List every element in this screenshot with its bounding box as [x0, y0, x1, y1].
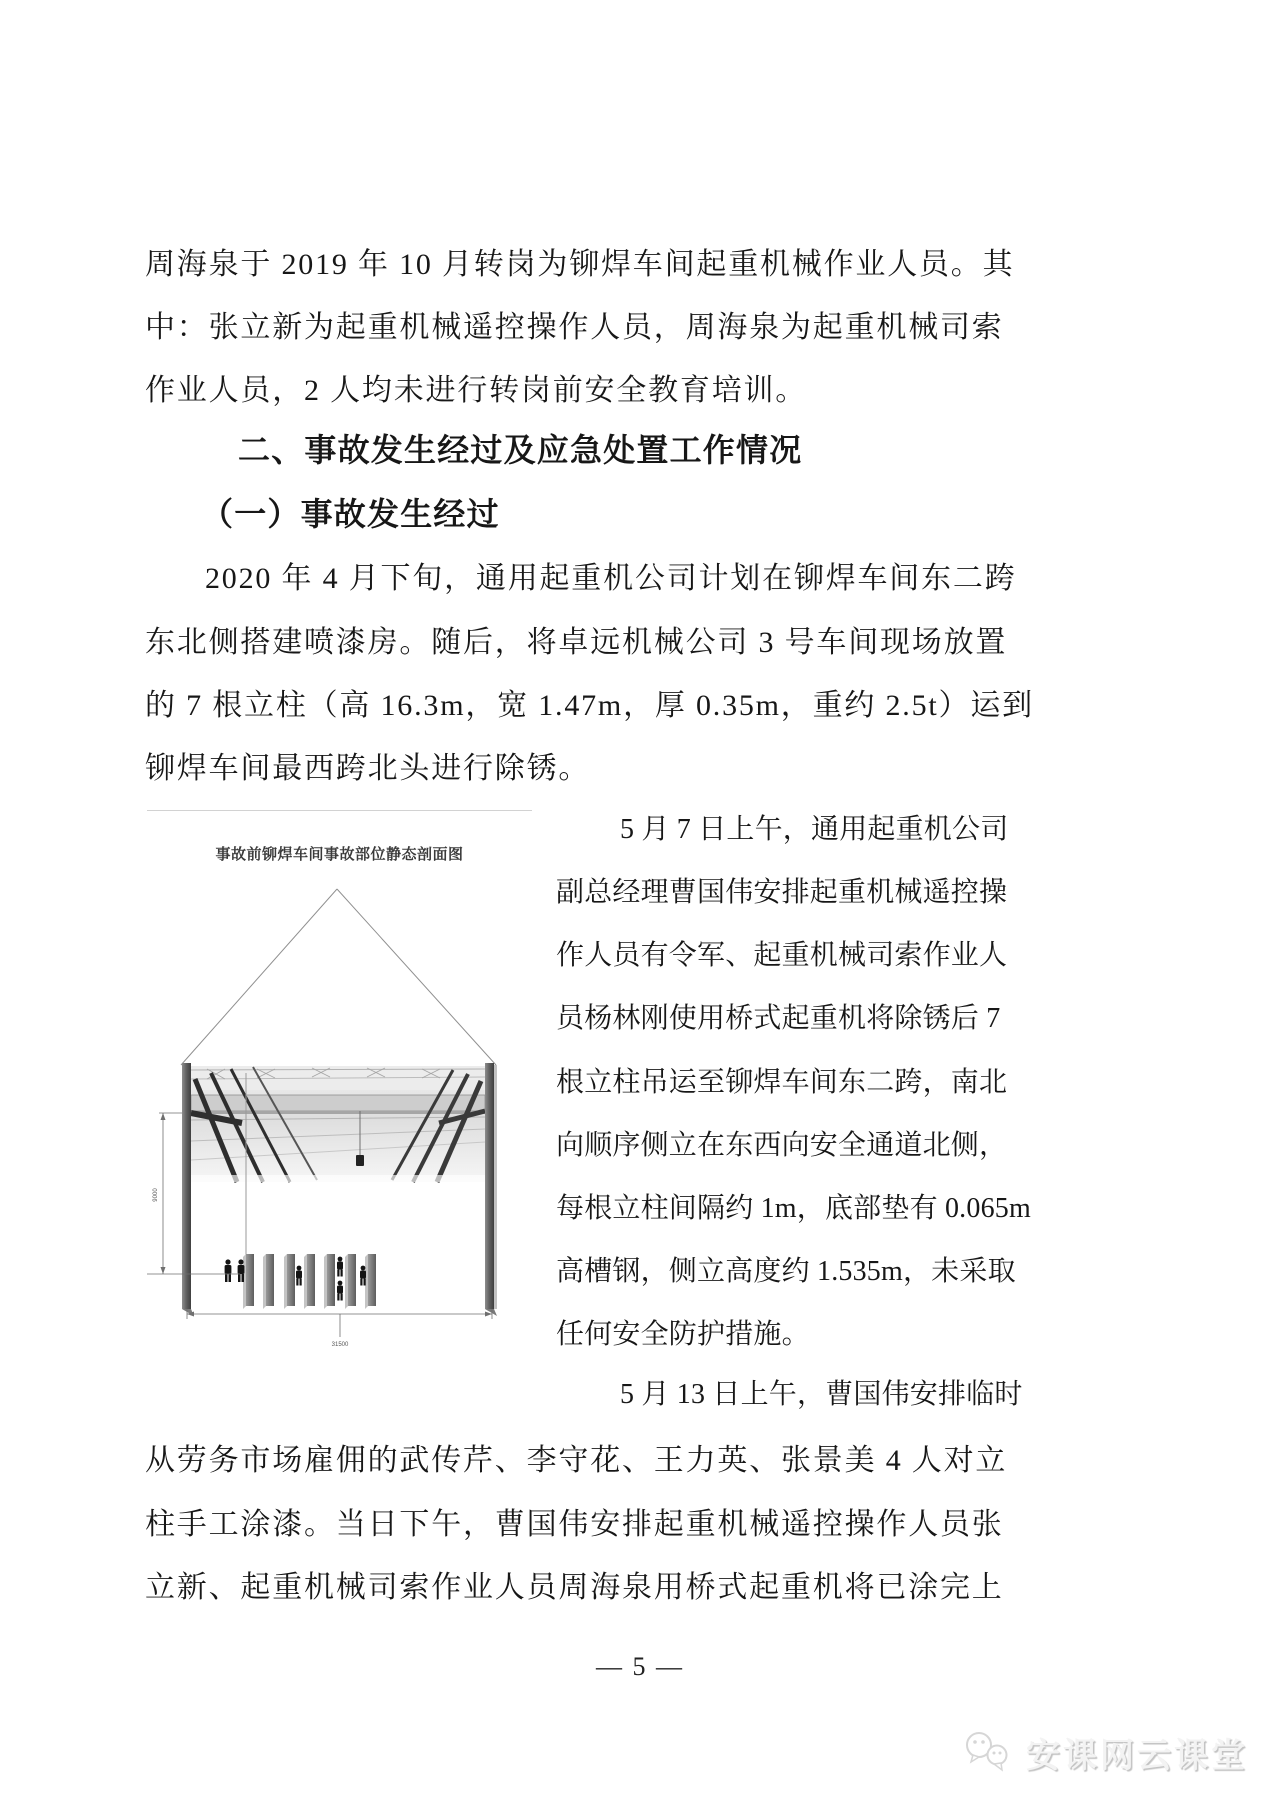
sub-heading: （一）事故发生经过: [201, 496, 500, 532]
body-line: 副总经理曹国伟安排起重机械遥控操: [556, 877, 1008, 908]
cross-section-drawing: [147, 811, 532, 1367]
crane-girder: [191, 1095, 485, 1111]
body-line: 2020 年 4 月下旬，通用起重机公司计划在铆焊车间东二跨: [205, 562, 1017, 595]
worker-icon: [337, 1257, 343, 1277]
worker-icon: [225, 1259, 232, 1282]
body-line: 周海泉于 2019 年 10 月转岗为铆焊车间起重机械作业人员。其: [145, 248, 1015, 281]
body-line: 中：张立新为起重机械遥控操作人员，周海泉为起重机械司索: [145, 311, 1004, 344]
worker-icon: [337, 1281, 343, 1301]
steel-plate: [365, 1254, 376, 1309]
body-line: 每根立柱间隔约 1m，底部垫有 0.065m: [556, 1193, 1031, 1224]
worker-icon: [296, 1266, 302, 1286]
body-line: 作业人员，2 人均未进行转岗前安全教育培训。: [145, 374, 808, 407]
body-line: 柱手工涂漆。当日下午，曹国伟安排起重机械遥控操作人员张: [145, 1508, 1004, 1541]
body-line: 任何安全防护措施。: [556, 1319, 810, 1350]
workshop-photo: [191, 1066, 485, 1182]
body-line: 向顺序侧立在东西向安全通道北侧，: [556, 1130, 1008, 1161]
roof-outline: [181, 889, 496, 1065]
crane-hook: [356, 1155, 364, 1166]
steel-plates: [243, 1254, 376, 1309]
steel-plate: [284, 1254, 295, 1309]
right-building-column: [485, 1063, 497, 1316]
body-line: 立新、起重机械司索作业人员周海泉用桥式起重机将已涂完上: [145, 1571, 1004, 1604]
body-line: 根立柱吊运至铆焊车间东二跨，南北: [556, 1067, 1008, 1098]
body-line: 从劳务市场雇佣的武传芹、李守花、王力英、张景美 4 人对立: [145, 1444, 1008, 1477]
wechat-icon: [960, 1729, 1018, 1775]
steel-plate: [304, 1254, 315, 1309]
steel-plate: [263, 1254, 274, 1309]
dimension-height-label: 9000: [153, 1188, 159, 1202]
steel-plate: [324, 1254, 335, 1309]
steel-plate: [345, 1254, 356, 1309]
dimension-width-label: 31500: [331, 1342, 349, 1348]
body-line: 高槽钢，侧立高度约 1.535m，未采取: [556, 1256, 1016, 1287]
worker-icon: [360, 1266, 366, 1286]
body-line: 员杨林刚使用桥式起重机将除锈后 7: [556, 1003, 1001, 1034]
body-line: 5 月 7 日上午，通用起重机公司: [620, 814, 1009, 845]
section-heading: 二、事故发生经过及应急处置工作情况: [238, 432, 803, 468]
body-line: 作人员有令军、起重机械司索作业人: [556, 940, 1008, 971]
dimension-width: [187, 1309, 492, 1348]
body-line: 东北侧搭建喷漆房。随后，将卓远机械公司 3 号车间现场放置: [145, 626, 1008, 659]
cross-section-figure: [147, 810, 532, 1367]
figure-title: 事故前铆焊车间事故部位静态剖面图: [215, 846, 464, 863]
watermark-text: 安课网云课堂: [1026, 1736, 1248, 1775]
watermark: [960, 1726, 1248, 1778]
body-line: 的 7 根立柱（高 16.3m，宽 1.47m，厚 0.35m，重约 2.5t）运到: [145, 689, 1034, 722]
page-number: — 5 —: [596, 1652, 684, 1681]
steel-plate: [243, 1254, 254, 1309]
worker-icon: [238, 1259, 245, 1282]
body-line: 铆焊车间最西跨北头进行除锈。: [145, 752, 591, 785]
body-line: 5 月 13 日上午，曹国伟安排临时: [620, 1379, 1023, 1410]
